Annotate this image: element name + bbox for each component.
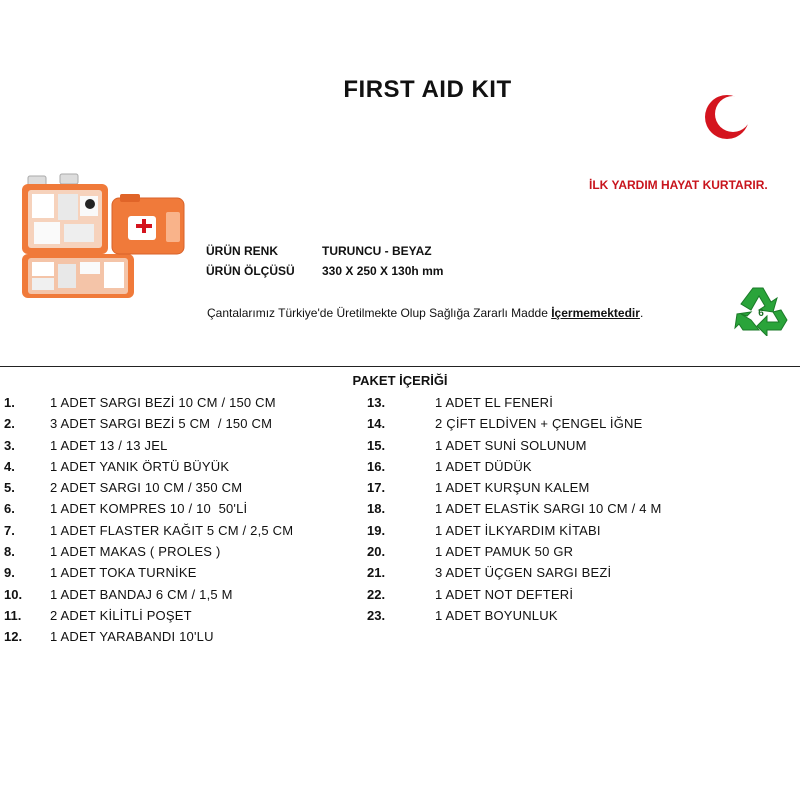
- divider: [0, 366, 800, 367]
- item-text: 1 ADET MAKAS ( PROLES ): [50, 544, 221, 560]
- item-number: 12.: [4, 629, 23, 645]
- item-text: 1 ADET SUNİ SOLUNUM: [435, 437, 587, 453]
- item-number: 14.: [367, 416, 386, 432]
- item-text: 1 ADET 13 / 13 JEL: [50, 437, 168, 453]
- list-title: PAKET İÇERİĞİ: [352, 373, 448, 388]
- size-value: 330 X 250 X 130h mm: [322, 264, 444, 278]
- note-emphasis: İçermemektedir: [551, 306, 640, 320]
- item-number: 3.: [4, 437, 15, 453]
- item-number: 10.: [4, 586, 23, 602]
- item-number: 21.: [367, 565, 386, 581]
- item-number: 22.: [367, 586, 386, 602]
- item-text: 1 ADET YANIK ÖRTÜ BÜYÜK: [50, 458, 230, 474]
- item-number: 1.: [4, 395, 15, 410]
- note-end: .: [639, 306, 644, 320]
- item-text: 1 ADET BOYUNLUK: [435, 607, 558, 623]
- item-text: 1 ADET NOT DEFTERİ: [435, 586, 574, 602]
- item-number: 11.: [4, 607, 22, 623]
- color-value: TURUNCU - BEYAZ: [322, 244, 432, 258]
- item-text: 1 ADET SARGI BEZİ 10 CM / 150 CM: [50, 395, 276, 410]
- item-text: 1 ADET YARABANDI 10'LU: [50, 629, 214, 645]
- item-text: 1 ADET KOMPRES 10 / 10 50'Lİ: [50, 501, 248, 517]
- item-number: 23.: [367, 607, 386, 623]
- product-image: [20, 172, 188, 308]
- item-text: 2 ADET SARGI 10 CM / 350 CM: [50, 480, 243, 496]
- recycle-icon: [733, 284, 789, 336]
- item-text: 2 ADET KİLİTLİ POŞET: [50, 607, 192, 623]
- item-number: 8.: [4, 544, 15, 560]
- item-text: 1 ADET FLASTER KAĞIT 5 CM / 2,5 CM: [50, 522, 294, 538]
- page-title: FIRST AID KIT: [343, 76, 512, 103]
- item-text: 3 ADET SARGI BEZİ 5 CM / 150 CM: [50, 416, 273, 432]
- item-number: 15.: [367, 437, 386, 453]
- item-text: 1 ADET KURŞUN KALEM: [435, 480, 590, 496]
- item-number: 17.: [367, 480, 386, 496]
- red-crescent-logo: [703, 93, 751, 141]
- note-text: Çantalarımız Türkiye'de Üretilmekte Olup Sağlığa Zararlı Madde: [207, 306, 552, 320]
- item-number: 18.: [367, 501, 386, 517]
- item-text: 1 ADET İLKYARDIM KİTABI: [435, 522, 601, 538]
- item-number: 16.: [367, 458, 386, 474]
- item-text: 1 ADET BANDAJ 6 CM / 1,5 M: [50, 586, 233, 602]
- item-text: 2 ÇİFT ELDİVEN + ÇENGEL İĞNE: [435, 416, 643, 432]
- item-number: 4.: [4, 458, 15, 474]
- item-number: 13.: [367, 395, 386, 410]
- item-number: 19.: [367, 522, 386, 538]
- item-text: 1 ADET ELASTİK SARGI 10 CM / 4 M: [435, 501, 662, 517]
- item-text: 1 ADET EL FENERİ: [435, 395, 554, 410]
- recycle-number: 6: [758, 308, 764, 319]
- production-note: [207, 306, 643, 320]
- item-number: 9.: [4, 565, 15, 581]
- item-text: 1 ADET PAMUK 50 GR: [435, 544, 574, 560]
- item-text: 1 ADET TOKA TURNİKE: [50, 565, 197, 581]
- slogan: İLK YARDIM HAYAT KURTARIR.: [589, 178, 768, 192]
- item-number: 6.: [4, 501, 15, 517]
- item-text: 1 ADET DÜDÜK: [435, 458, 532, 474]
- color-label: ÜRÜN RENK: [206, 244, 278, 258]
- item-number: 7.: [4, 522, 15, 538]
- item-number: 5.: [4, 480, 15, 496]
- item-number: 20.: [367, 544, 386, 560]
- item-text: 3 ADET ÜÇGEN SARGI BEZİ: [435, 565, 612, 581]
- item-number: 2.: [4, 416, 15, 432]
- size-label: ÜRÜN ÖLÇÜSÜ: [206, 264, 295, 278]
